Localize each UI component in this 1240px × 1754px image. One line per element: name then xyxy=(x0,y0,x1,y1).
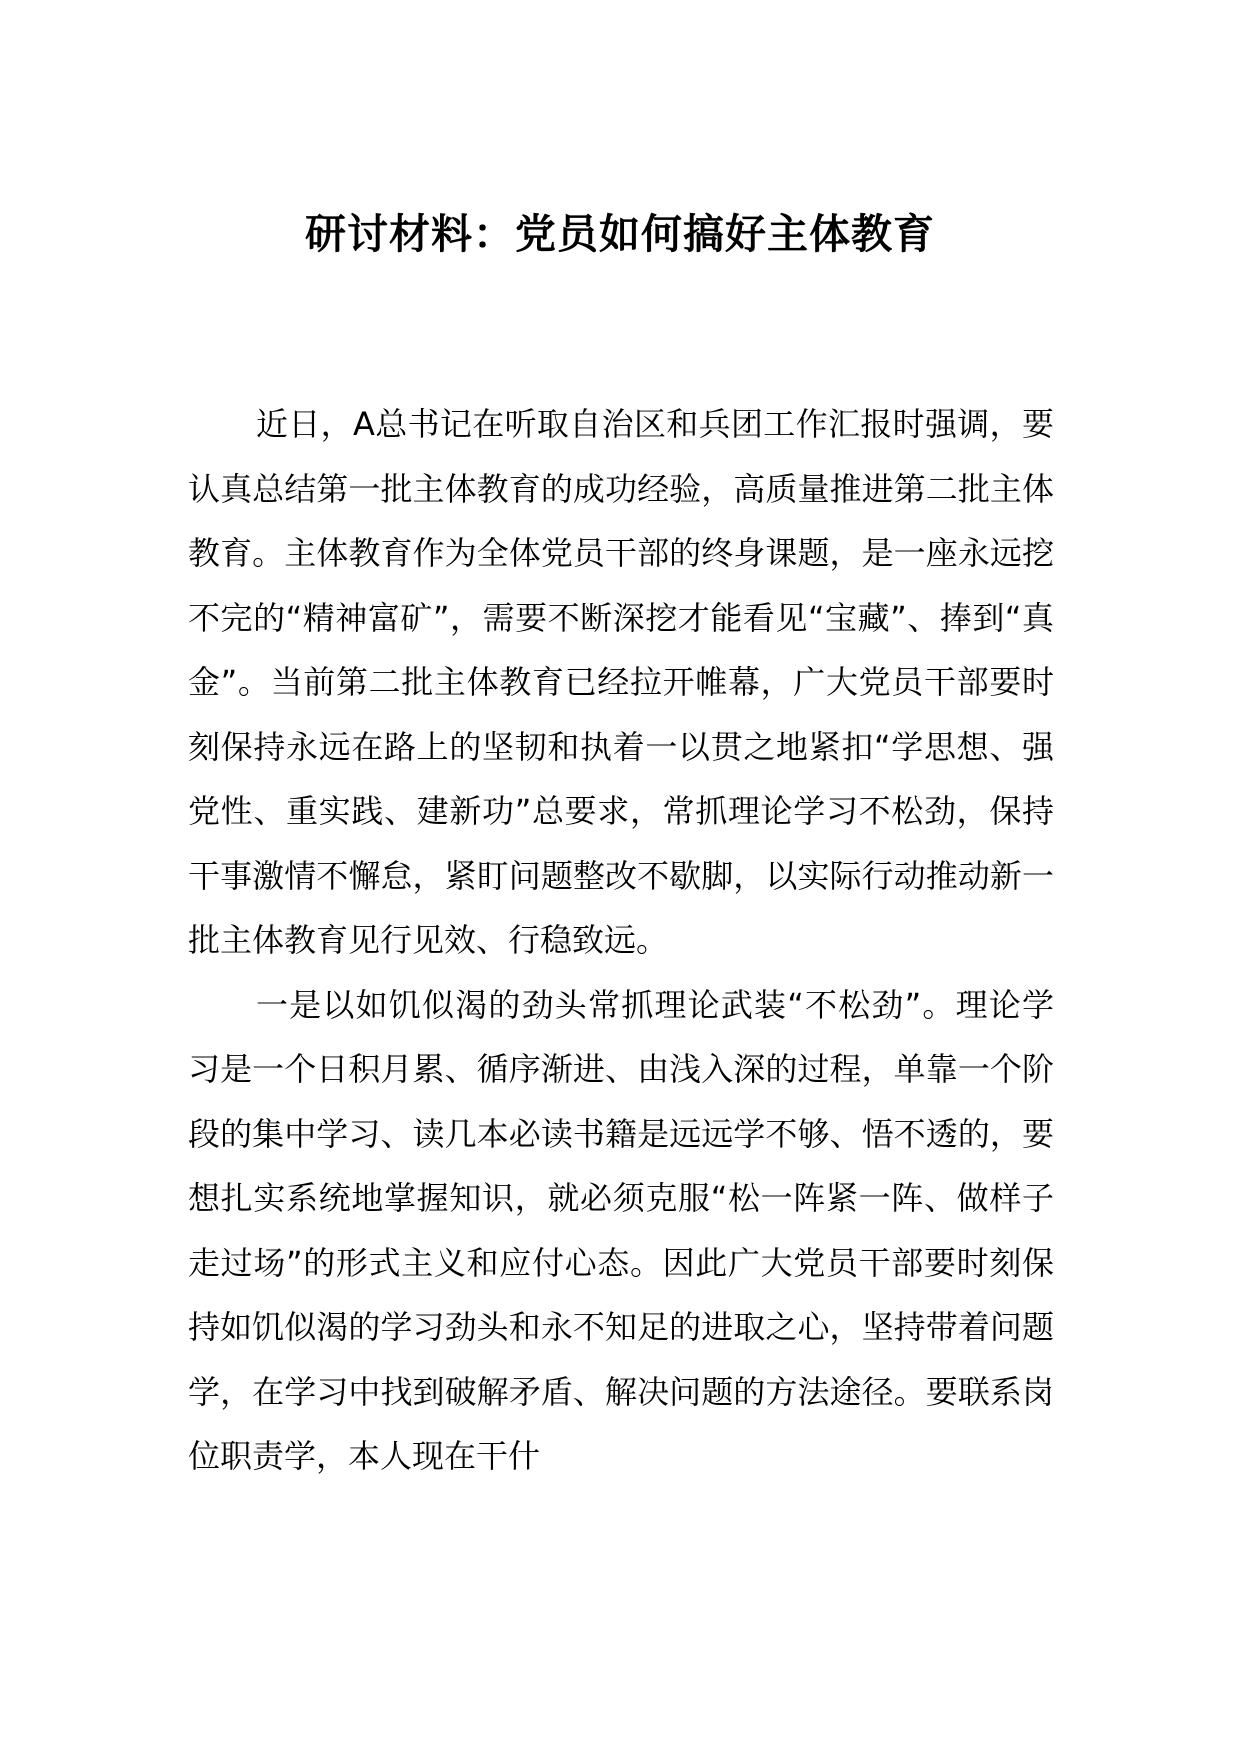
paragraph-intro: 近日，A总书记在听取自治区和兵团工作汇报时强调，要认真总结第一批主体教育的成功经验，高质量推进第二批主体教育。主体教育作为全体党员干部的终身课题，是一座永远挖不完的“精神富矿”，需要不断深挖才能看见“宝藏”、捧到“真金”。当前第二批主体教育已经拉开帷幕，广大党员干部要时刻保持永远在路上的坚韧和执着一以贯之地紧扣“学思想、强党性、重实践、建新功”总要求，常抓理论学习不松劲，保持干事激情不懈怠，紧盯问题整改不歇脚，以实际行动推动新一批主体教育见行见效、行稳致远。 xyxy=(188,405,1054,959)
document-body xyxy=(188,392,1054,1489)
document-title: 研讨材料：党员如何搞好主体教育 xyxy=(305,210,935,258)
paragraph-point-one: 一是以如饥似渴的劲头常抓理论武装“不松劲”。理论学习是一个日积月累、循序渐进、由浅入深的过程，单靠一个阶段的集中学习、读几本必读书籍是远远学不够、悟不透的，要想扎实系统地掌握知识，就必须克服“松一阵紧一阵、做样子走过场”的形式主义和应付心态。因此广大党员干部要时刻保持如饥似渴的学习劲头和永不知足的进取之心，坚持带着问题学，在学习中找到破解矛盾、解决问题的方法途径。要联系岗位职责学，本人现在干什 xyxy=(188,985,1054,1475)
